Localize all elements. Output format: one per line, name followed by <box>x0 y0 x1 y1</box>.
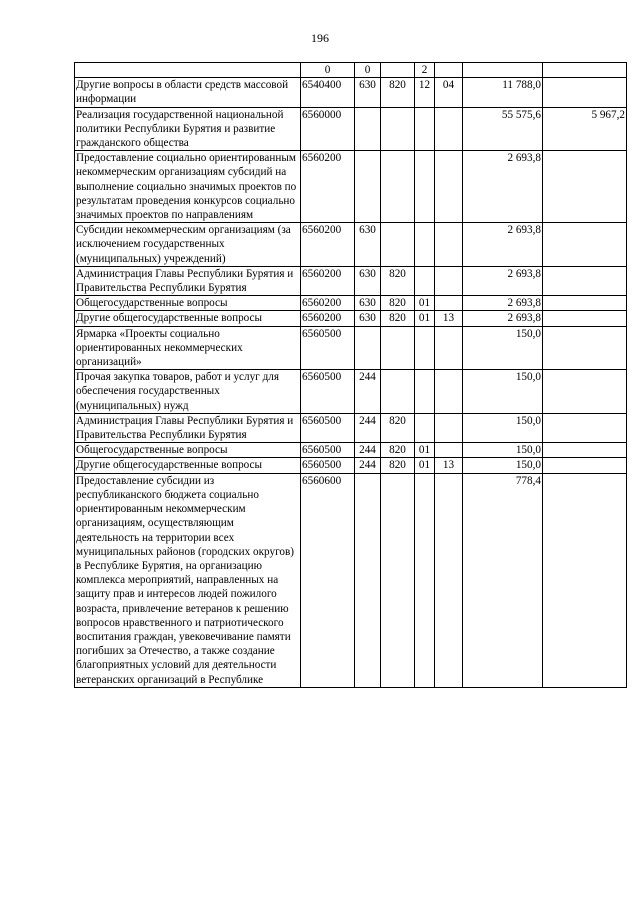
item-name-cell: Общегосударственные вопросы <box>75 296 301 311</box>
item-name-cell: Администрация Главы Республики Бурятия и Правительства Республики Бурятия <box>75 413 301 442</box>
csr-code-cell <box>301 473 355 687</box>
vr-code: 244 <box>359 444 376 457</box>
csr-code-cell <box>301 311 355 326</box>
item-name-cell: Предоставление социально ориентированным некоммерческим организациям субсидий на выполнение социально значимых проектов по результатам проведения конкурсов социально значимых проектов по направлениям <box>75 151 301 223</box>
vr-code-cell <box>355 107 381 151</box>
amount-2-cell <box>543 370 627 414</box>
amount-2-cell <box>543 458 627 473</box>
amount-2-cell <box>543 151 627 223</box>
amount-1-cell: 2 693,8 <box>463 223 543 267</box>
csr-code: 6560200 <box>302 152 342 165</box>
gr-code-cell <box>381 370 415 414</box>
csr-code: 6560500 <box>302 327 342 340</box>
table-row <box>75 473 627 687</box>
rz-code: 12 <box>418 79 431 92</box>
amount-2-cell <box>543 473 627 687</box>
vr-code-cell <box>355 223 381 267</box>
vr-code-cell <box>355 473 381 687</box>
table-row <box>75 370 627 414</box>
amount-1-cell: 11 788,0 <box>463 78 543 107</box>
amount-2-cell <box>543 413 627 442</box>
csr-code: 6560500 <box>302 444 342 457</box>
amount-2-cell <box>543 296 627 311</box>
table-row <box>75 78 627 107</box>
table-row <box>75 151 627 223</box>
csr-code: 6560500 <box>302 371 342 384</box>
csr-code: 6540400 <box>302 79 342 92</box>
rz-code: 01 <box>418 444 431 457</box>
item-name-cell: Прочая закупка товаров, работ и услуг для обеспечения государственных (муниципальных) нужд <box>75 370 301 414</box>
item-name-cell: Ярмарка «Проекты социально ориентированных некоммерческих организаций» <box>75 326 301 370</box>
rz-code-cell <box>415 223 435 267</box>
pr-code-cell: 13 <box>435 311 463 326</box>
csr-code: 6560200 <box>302 224 342 237</box>
pr-code-cell <box>435 326 463 370</box>
item-name-cell: Общегосударственные вопросы <box>75 443 301 458</box>
vr-code-cell <box>355 151 381 223</box>
vr-code-cell <box>355 326 381 370</box>
rz-code-cell <box>415 107 435 151</box>
amount-1-cell: 150,0 <box>463 413 543 442</box>
gr-code-cell <box>381 151 415 223</box>
rz-code-cell <box>415 326 435 370</box>
pr-code-cell <box>435 296 463 311</box>
gr-code-cell <box>381 473 415 687</box>
vr-code-cell <box>355 413 381 442</box>
vr-code: 244 <box>359 414 376 427</box>
amount-1-cell: 2 693,8 <box>463 266 543 295</box>
csr-code-cell <box>301 370 355 414</box>
rz-code-cell <box>415 151 435 223</box>
gr-code-cell: 820 <box>381 443 415 458</box>
item-name-cell: Другие общегосударственные вопросы <box>75 458 301 473</box>
pr-code-cell <box>435 370 463 414</box>
csr-code-cell <box>301 443 355 458</box>
gr-code-cell: 820 <box>381 311 415 326</box>
header-cell <box>543 63 627 78</box>
csr-code: 6560200 <box>302 267 342 280</box>
rz-code: 01 <box>418 459 431 472</box>
amount-2-cell <box>543 223 627 267</box>
rz-code: 01 <box>418 297 431 310</box>
page-number: 196 <box>311 31 329 45</box>
amount-2-cell: 5 967,2 <box>543 107 627 151</box>
csr-code: 6560500 <box>302 414 342 427</box>
rz-code-cell <box>415 78 435 107</box>
rz-code-cell <box>415 443 435 458</box>
amount-1-cell: 150,0 <box>463 370 543 414</box>
vr-code-cell <box>355 296 381 311</box>
table-row <box>75 107 627 151</box>
csr-code: 6560500 <box>302 459 342 472</box>
csr-code-cell <box>301 326 355 370</box>
table-body <box>75 63 627 688</box>
gr-code-cell <box>381 107 415 151</box>
gr-code-cell: 820 <box>381 296 415 311</box>
gr-code-cell <box>381 326 415 370</box>
item-name-cell: Другие вопросы в области средств массовой информации <box>75 78 301 107</box>
amount-1-cell: 778,4 <box>463 473 543 687</box>
header-cell <box>75 63 301 78</box>
amount-2-cell <box>543 266 627 295</box>
rz-code-cell <box>415 473 435 687</box>
vr-code: 630 <box>359 312 376 325</box>
header-cell <box>463 63 543 78</box>
vr-code-cell <box>355 266 381 295</box>
amount-1-cell: 150,0 <box>463 326 543 370</box>
vr-code-cell <box>355 458 381 473</box>
table-row <box>75 296 627 311</box>
table-row <box>75 266 627 295</box>
vr-code: 244 <box>359 371 376 384</box>
gr-code-cell: 820 <box>381 266 415 295</box>
vr-code: 630 <box>359 79 376 92</box>
rz-code-cell <box>415 370 435 414</box>
gr-code-cell: 820 <box>381 458 415 473</box>
rz-code-cell <box>415 296 435 311</box>
table-row <box>75 223 627 267</box>
pr-code-cell <box>435 473 463 687</box>
table-row <box>75 413 627 442</box>
rz-code-cell <box>415 458 435 473</box>
item-name-cell: Предоставление субсидии из республиканского бюджета социально ориентированным некоммерческим организациям, осуществляющим деятельность на территории всех муниципальных районов (городских округов) в Республике Бурятия, на организацию комплекса мероприятий, направленных на защиту прав и интересов людей пожилого возраста, привлечение ветеранов к решению вопросов нравственного и патриотического воспитания граждан, увековечивание памяти погибших за Отечество, а также создание благоприятных условий для деятельности ветеранских организаций в Республике <box>75 473 301 687</box>
vr-code-cell <box>355 370 381 414</box>
header-cell <box>381 63 415 78</box>
csr-code: 6560600 <box>302 474 342 487</box>
pr-code-cell: 04 <box>435 78 463 107</box>
amount-1-cell: 2 693,8 <box>463 151 543 223</box>
csr-code-cell <box>301 107 355 151</box>
budget-table <box>74 62 627 688</box>
item-name-cell: Субсидии некоммерческим организациям (за исключением государственных (муниципальных) учреждений) <box>75 223 301 267</box>
amount-2-cell <box>543 443 627 458</box>
rz-code-cell <box>415 311 435 326</box>
item-name-cell: Реализация государственной национальной политики Республики Бурятия и развитие гражданского общества <box>75 107 301 151</box>
csr-code: 6560200 <box>302 312 342 325</box>
csr-code: 6560000 <box>302 108 342 121</box>
header-cell: 0 <box>301 63 355 78</box>
csr-code-cell <box>301 266 355 295</box>
header-cell <box>435 63 463 78</box>
amount-2-cell <box>543 326 627 370</box>
amount-1-cell: 150,0 <box>463 443 543 458</box>
table-row <box>75 311 627 326</box>
rz-code: 01 <box>418 312 431 325</box>
pr-code-cell <box>435 223 463 267</box>
table-row <box>75 458 627 473</box>
header-cell: 0 <box>355 63 381 78</box>
gr-code-cell: 820 <box>381 413 415 442</box>
table-row <box>75 326 627 370</box>
amount-1-cell: 55 575,6 <box>463 107 543 151</box>
amount-1-cell: 2 693,8 <box>463 311 543 326</box>
vr-code: 630 <box>359 267 376 280</box>
vr-code: 630 <box>359 297 376 310</box>
item-name-cell: Другие общегосударственные вопросы <box>75 311 301 326</box>
vr-code: 630 <box>359 224 376 237</box>
csr-code: 6560200 <box>302 297 342 310</box>
gr-code-cell: 820 <box>381 78 415 107</box>
vr-code-cell <box>355 443 381 458</box>
vr-code: 244 <box>359 459 376 472</box>
amount-1-cell: 150,0 <box>463 458 543 473</box>
header-row <box>75 63 627 78</box>
csr-code-cell <box>301 413 355 442</box>
csr-code-cell <box>301 458 355 473</box>
amount-2-cell <box>543 78 627 107</box>
amount-1-cell: 2 693,8 <box>463 296 543 311</box>
csr-code-cell <box>301 78 355 107</box>
pr-code-cell <box>435 266 463 295</box>
header-cell: 2 <box>415 63 435 78</box>
gr-code-cell <box>381 223 415 267</box>
table-row <box>75 443 627 458</box>
pr-code-cell <box>435 107 463 151</box>
pr-code-cell <box>435 443 463 458</box>
csr-code-cell <box>301 223 355 267</box>
amount-2-cell <box>543 311 627 326</box>
rz-code-cell <box>415 266 435 295</box>
csr-code-cell <box>301 151 355 223</box>
pr-code-cell <box>435 151 463 223</box>
item-name-cell: Администрация Главы Республики Бурятия и Правительства Республики Бурятия <box>75 266 301 295</box>
vr-code-cell <box>355 78 381 107</box>
pr-code-cell <box>435 413 463 442</box>
pr-code-cell: 13 <box>435 458 463 473</box>
csr-code-cell <box>301 296 355 311</box>
rz-code-cell <box>415 413 435 442</box>
vr-code-cell <box>355 311 381 326</box>
